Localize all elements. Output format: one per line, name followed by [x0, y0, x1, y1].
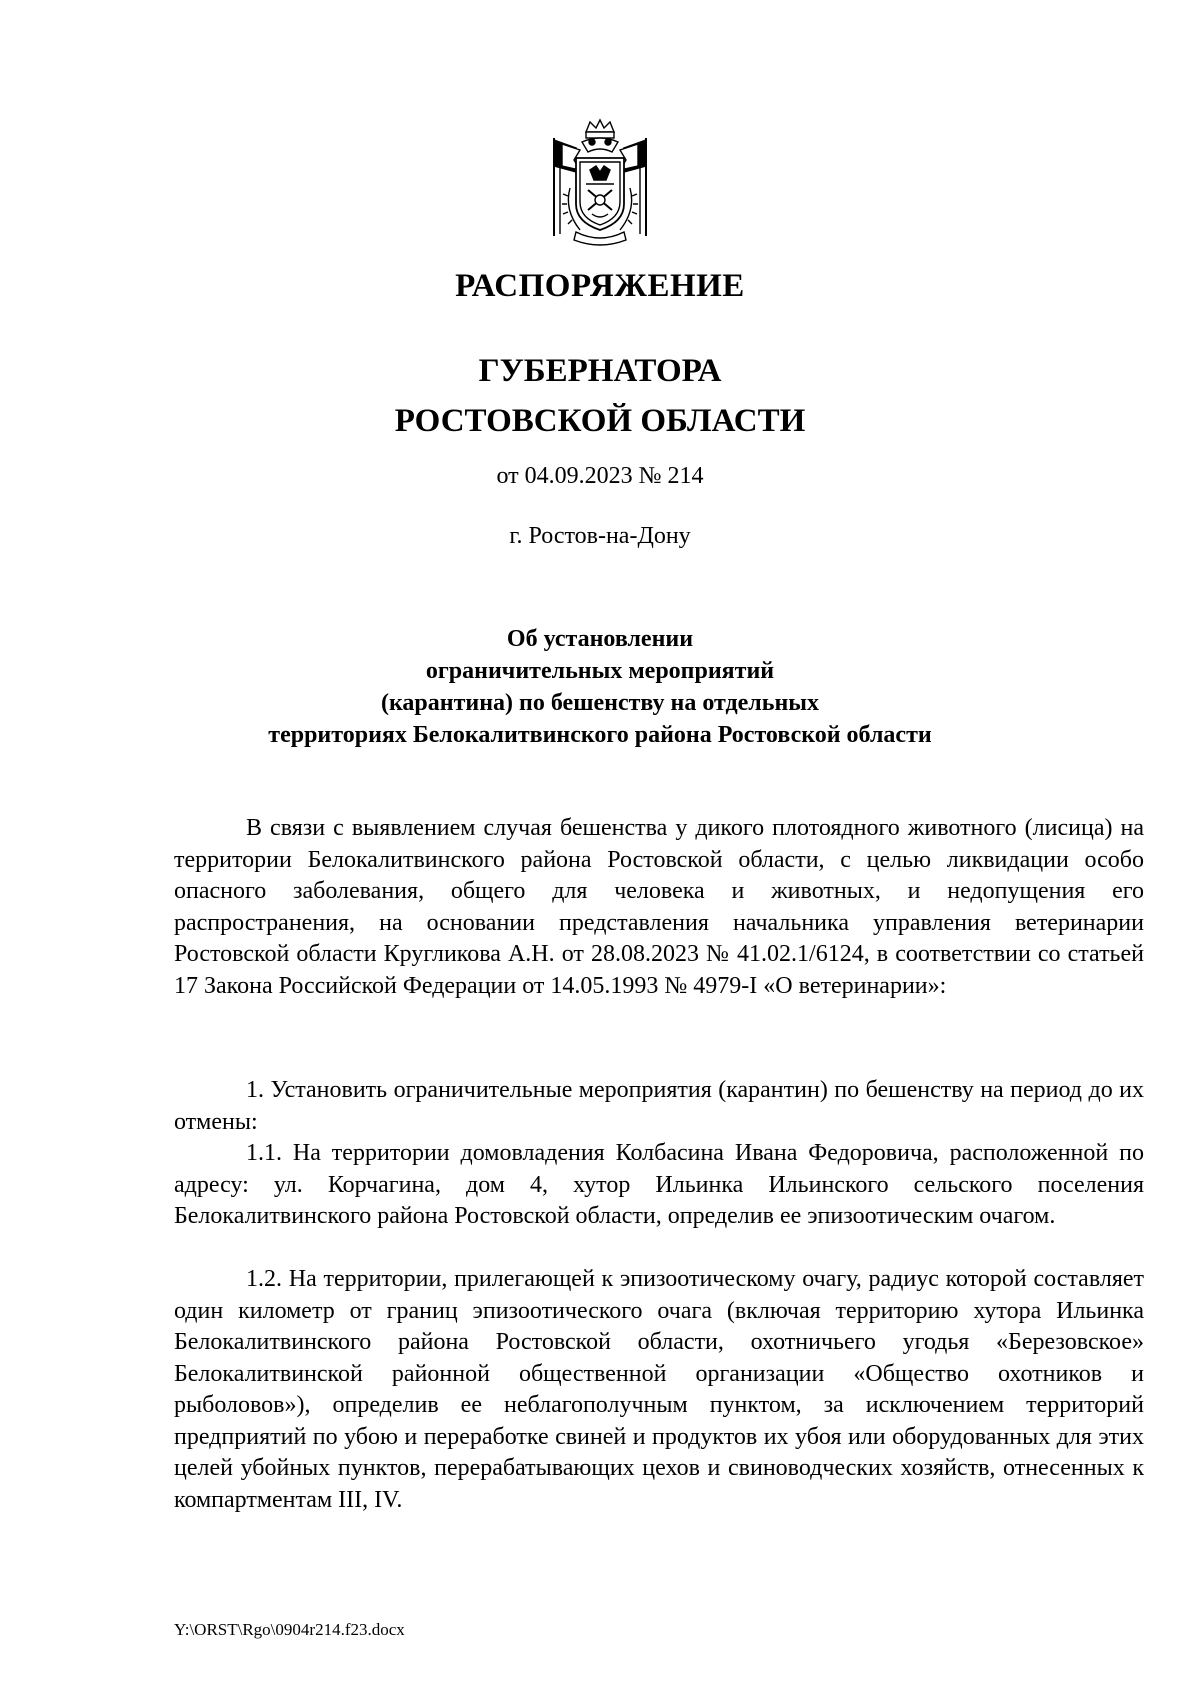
- document-subject: [0, 623, 1200, 751]
- subject-line-2: ограничительных мероприятий: [425, 658, 775, 684]
- authority-line-2: РОСТОВСКОЙ ОБЛАСТИ: [394, 403, 806, 439]
- document-type-title: РАСПОРЯЖЕНИЕ: [455, 268, 745, 304]
- document-city: г. Ростов-на-Дону: [509, 523, 691, 549]
- clause-1-1-paragraph: 1.1. На территории домовладения Колбасина Ивана Федоровича, расположенной по адресу: ул. Корчагина, дом 4, хутор Ильинка Ильинского сельского поселения Белокалитвинского района Ростовской области, определив ее эпизоотическим очагом.: [174, 1140, 1144, 1229]
- preamble-paragraph: В связи с выявлением случая бешенства у дикого плотоядного животного (лисица) на территории Белокалитвинского района Ростовской области, с целью ликвидации особо опасного заболевания, общего для человека и животных, и недопущения его распространения, на основании представления начальника управления ветеринарии Ростовской области Кругликова А.Н. от 28.08.2023 № 41.02.1/6124, в соответствии со статьей 17 Закона Российской Федерации от 14.05.1993 № 4979-I «О ветеринарии»:: [174, 815, 1144, 999]
- subject-line-4: территориях Белокалитвинского района Ростовской области: [268, 722, 932, 748]
- file-path-footer: Y:\ORST\Rgo\0904r214.f23.docx: [174, 1620, 405, 1639]
- document-date-number: от 04.09.2023 № 214: [496, 463, 704, 489]
- subject-line-1: Об установлении: [506, 626, 694, 652]
- clause-1-2-paragraph: 1.2. На территории, прилегающей к эпизоотическому очагу, радиус которой составляет один километр от границ эпизоотического очага (включая территорию хутора Ильинка Белокалитвинского района Ростовской области, охотничьего угодья «Березовское» Белокалитвинской районной общественной организации «Общество охотников и рыболовов»), определив ее неблагополучным пунктом, за исключением территорий предприятий по убою и переработке свиней и продуктов их убоя или оборудованных для этих целей убойных пунктов, перерабатывающих цехов и свиноводческих хозяйств, отнесенных к компартментам III, IV.: [174, 1266, 1144, 1513]
- clause-1-paragraph: 1. Установить ограничительные мероприятия (карантин) по бешенству на период до их отмены:: [174, 1077, 1144, 1135]
- rostov-oblast-coat-of-arms-icon: [546, 118, 654, 250]
- authority-line-1: ГУБЕРНАТОРА: [478, 353, 722, 389]
- issuing-authority: [0, 346, 1200, 446]
- subject-line-3: (карантина) по бешенству на отдельных: [380, 690, 820, 716]
